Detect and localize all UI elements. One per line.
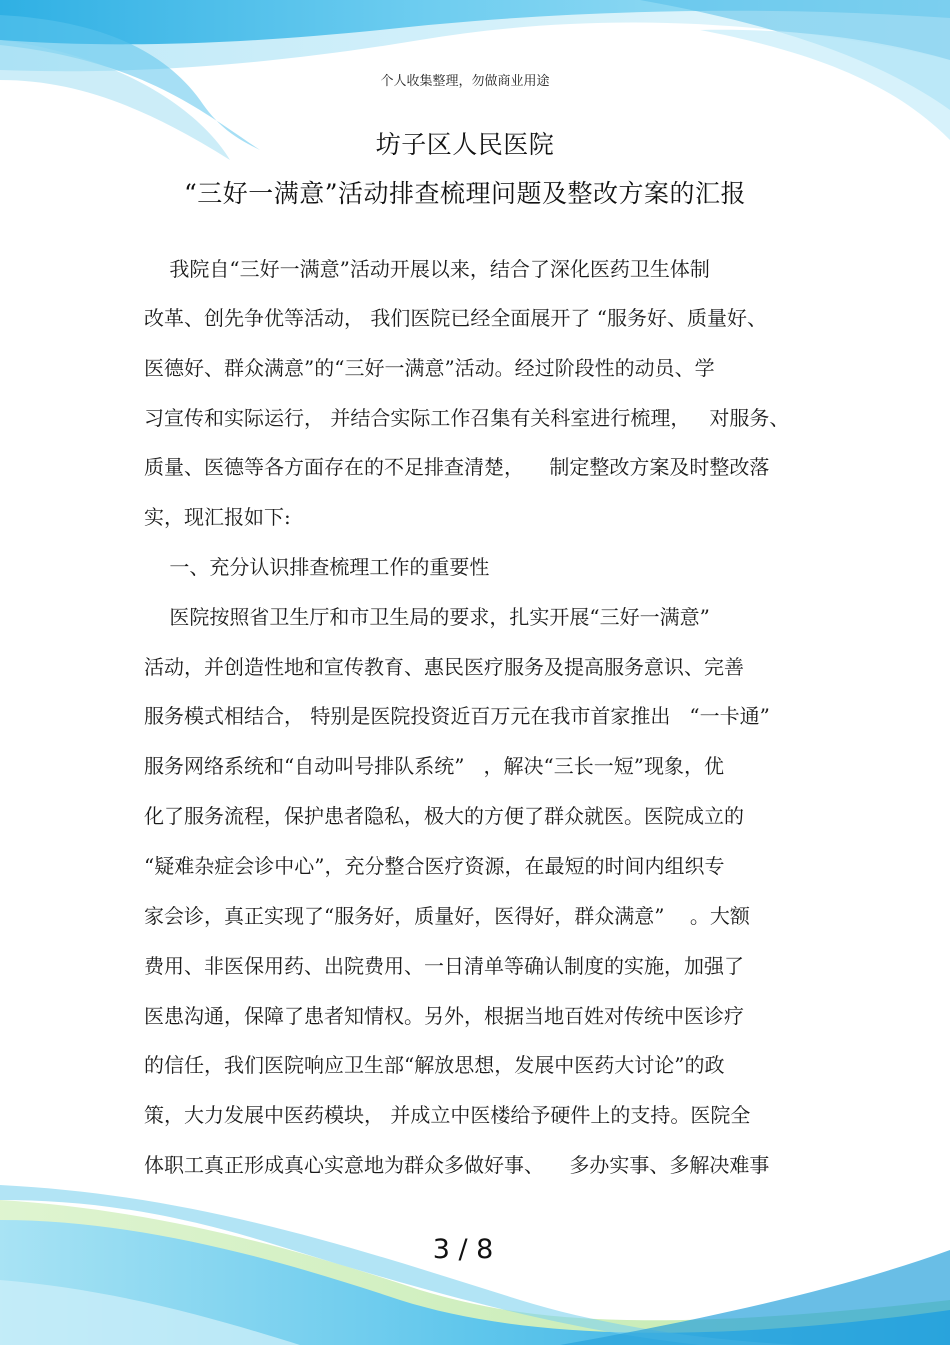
body-line: 服务模式相结合， 特别是医院投资近百万元在我市首家推出 “一卡通” <box>144 704 770 728</box>
body-line: 化了服务流程，保护患者隐私，极大的方便了群众就医。医院成立的 <box>144 804 744 828</box>
body-line: 医德好、群众满意”的“三好一满意”活动。经过阶段性的动员、学 <box>144 356 715 380</box>
body-line: 体职工真正形成真心实意地为群众多做好事、 多办实事、多解决难事 <box>144 1153 770 1177</box>
document-title-subject: “三好一满意”活动排查梳理问题及整改方案的汇报 <box>183 179 747 208</box>
page-number: 3 / 8 <box>432 1234 494 1265</box>
body-line: 的信任，我们医院响应卫生部“解放思想，发展中医药大讨论”的政 <box>144 1053 725 1077</box>
body-line: 费用、非医保用药、出院费用、一日清单等确认制度的实施，加强了 <box>144 954 744 978</box>
body-line: 服务网络系统和“自动叫号排队系统” ，解决“三长一短”现象，优 <box>144 754 724 778</box>
body-line: 质量、医德等各方面存在的不足排查清楚， 制定整改方案及时整改落 <box>144 455 770 479</box>
body-line: 我院自“三好一满意”活动开展以来，结合了深化医药卫生体制 <box>144 257 710 281</box>
body-line: 策，大力发展中医药模块， 并成立中医楼给予硬件上的支持。医院全 <box>144 1103 751 1127</box>
watermark-text: 个人收集整理，勿做商业用途 <box>380 74 550 89</box>
section-heading: 一、充分认识排查梳理工作的重要性 <box>144 555 490 579</box>
body-line: 习宣传和实际运行， 并结合实际工作召集有关科室进行梳理， 对服务、 <box>144 406 790 430</box>
body-line: 实，现汇报如下: <box>144 505 291 529</box>
body-line: 医患沟通，保障了患者知情权。另外，根据当地百姓对传统中医诊疗 <box>144 1004 744 1028</box>
document-title-organization: 坊子区人民医院 <box>375 130 555 159</box>
body-line: 活动，并创造性地和宣传教育、惠民医疗服务及提高服务意识、完善 <box>144 655 744 679</box>
body-line: 改革、创先争优等活动， 我们医院已经全面展开了 “服务好、质量好、 <box>144 306 767 330</box>
body-line: 医院按照省卫生厅和市卫生局的要求，扎实开展“三好一满意” <box>144 605 710 629</box>
body-line: “疑难杂症会诊中心”，充分整合医疗资源，在最短的时间内组织专 <box>144 854 725 878</box>
body-line: 家会诊，真正实现了“服务好，质量好，医得好，群众满意” 。大额 <box>144 904 750 928</box>
